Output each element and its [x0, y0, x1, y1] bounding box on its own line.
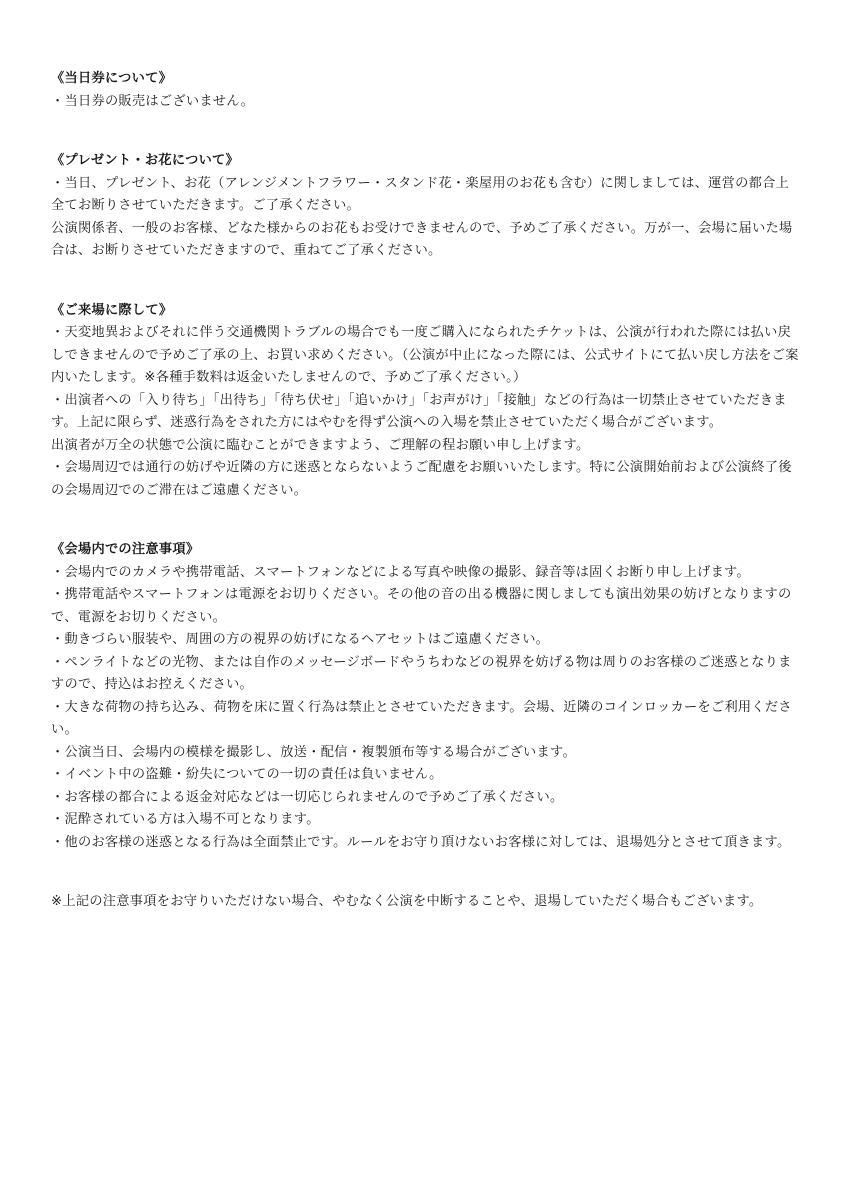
- section-attendance: [51, 300, 801, 503]
- section-heading: 《ご来場に際して》: [51, 302, 173, 318]
- paragraph: ・当日券の販売はございません。: [51, 93, 255, 109]
- paragraph: ・出演者への「入り待ち」「出待ち」「待ち伏せ」「追いかけ」「お声がけ」「接触」などの行為は一切禁止させていただきます。上記に限らず、迷惑行為をされた方にはやむを得ず公演への入場を禁止させていただく場合がございます。: [51, 392, 787, 430]
- paragraph: ・当日、プレゼント、お花（アレンジメントフラワー・スタンド花・楽屋用のお花も含む）に関しましては、運営の都合上全てお断りさせていただきます。ご了承ください。: [51, 175, 790, 213]
- paragraph: ・他のお客様の迷惑となる行為は全面禁止です。ルールをお守り頂けないお客様に対しては、退場処分とさせて頂きます。: [51, 834, 791, 850]
- section-presents-flowers: [51, 150, 801, 263]
- footer-note: ※上記の注意事項をお守りいただけない場合、やむなく公演を中断することや、退場していただく場合もございます。: [51, 894, 763, 909]
- paragraph: ・お客様の都合による返金対応などは一切応じられませんので予めご了承ください。: [51, 789, 564, 805]
- document-body: [51, 68, 801, 914]
- section-venue-rules: [51, 539, 801, 854]
- paragraph: ・大きな荷物の持ち込み、荷物を床に置く行為は禁止とさせていただきます。会場、近隣のコインロッカーをご利用ください。: [51, 699, 792, 737]
- paragraph: ・天変地異およびそれに伴う交通機関トラブルの場合でも一度ご購入になられたチケットは、公演が行われた際には払い戻しできませんので予めご了承の上、お買い求めください。（公演が中止になった際には、公式サイトにて払い戻し方法をご案内いたします。※各種手数料は返金いたしませんので、予めご了承ください。）: [51, 325, 799, 385]
- paragraph: ・ペンライトなどの光物、または自作のメッセージボードやうちわなどの視界を妨げる物は周りのお客様のご迷惑となりますので、持込はお控えください。: [51, 654, 792, 692]
- section-same-day-tickets: [51, 68, 801, 113]
- section-heading: 《プレゼント・お花について》: [51, 153, 240, 168]
- paragraph: ・会場周辺では通行の妨げや近隣の方に迷惑とならないようご配慮をお願いいたします。特に公演開始前および公演終了後の会場周辺でのご滞在はご遠慮ください。: [51, 460, 792, 498]
- section-heading: 《当日券について》: [51, 71, 173, 86]
- paragraph: ・公演当日、会場内の模様を撮影し、放送・配信・複製頒布等する場合がございます。: [51, 744, 576, 760]
- section-heading: 《会場内での注意事項》: [51, 542, 200, 557]
- paragraph: ・会場内でのカメラや携帯電話、スマートフォンなどによる写真や映像の撮影、録音等は固くお断り申し上げます。: [51, 564, 750, 580]
- paragraph: ・携帯電話やスマートフォンは電源をお切りください。その他の音の出る機器に関しましても演出効果の妨げとなりますので、電源をお切りください。: [51, 587, 792, 625]
- paragraph: 出演者が万全の状態で公演に臨むことができますよう、ご理解の程お願い申し上げます。: [51, 437, 590, 453]
- paragraph: ・泥酔されている方は入場不可となります。: [51, 812, 320, 827]
- paragraph: 公演関係者、一般のお客様、どなた様からのお花もお受けできませんので、予めご了承ください。万が一、会場に届いた場合は、お断りさせていただきますので、重ねてご了承ください。: [51, 220, 793, 258]
- paragraph: ・動きづらい服装や、周囲の方の視界の妨げになるヘアセットはご遠慮ください。: [51, 632, 550, 647]
- paragraph: ・イベント中の盗難・紛失についての一切の責任は負いません。: [51, 767, 443, 782]
